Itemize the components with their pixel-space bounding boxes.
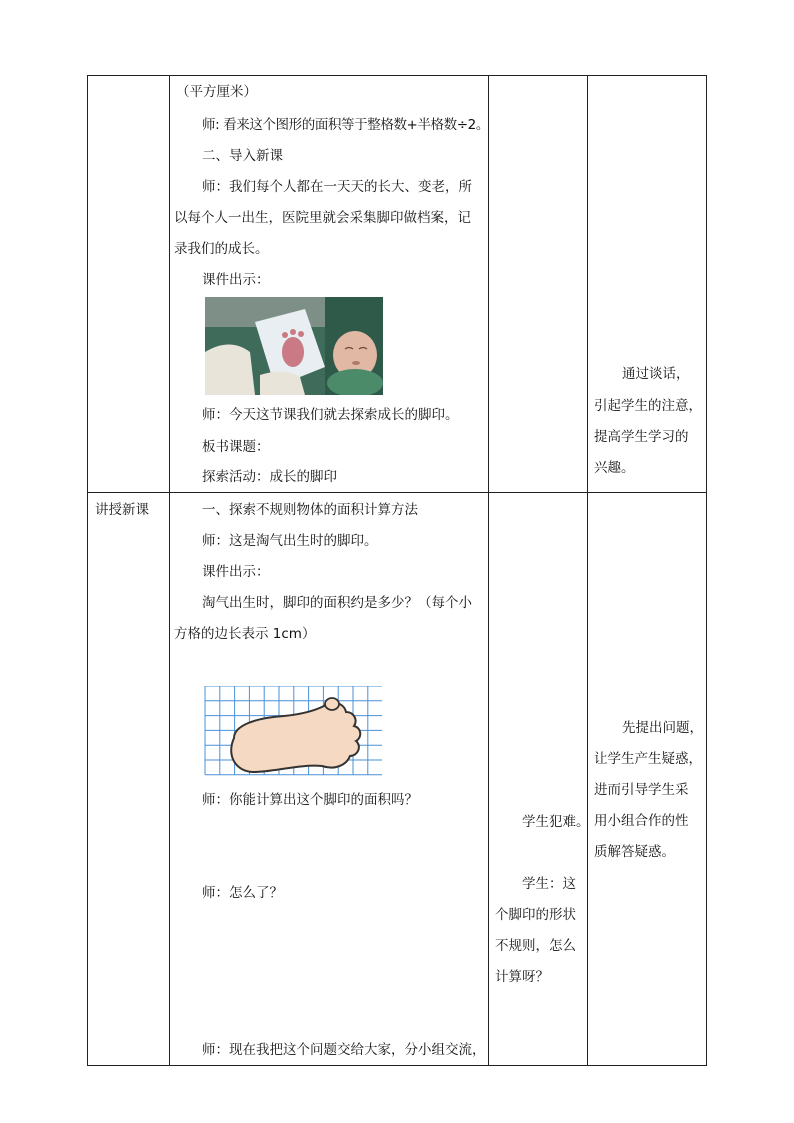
teaching-line: 师：今天这节课我们就去探索成长的脚印。: [202, 407, 459, 423]
teaching-line: 淘气出生时，脚印的面积约是多少？（每个小: [202, 595, 472, 611]
student-activity-line: 学生犯难。: [522, 814, 590, 830]
teaching-line: 师：我们每个人都在一天天的长大、变老，所: [202, 179, 472, 195]
design-intent-line: 提高学生学习的: [594, 429, 689, 445]
teaching-line: 板书课题：: [202, 439, 270, 455]
teaching-line: （平方厘米）: [176, 84, 257, 100]
design-intent-line: 兴趣。: [594, 460, 635, 476]
design-intent-line: 通过谈话，: [622, 366, 690, 382]
student-activity-line: 个脚印的形状: [495, 907, 576, 923]
newborn-footprint-photo: [205, 297, 383, 395]
design-intent-line: 引起学生的注意，: [594, 398, 702, 414]
student-activity-line: 学生：这: [522, 876, 576, 892]
teaching-line: 师：你能计算出这个脚印的面积吗？: [202, 792, 418, 808]
section-heading: 一、探索不规则物体的面积计算方法: [202, 502, 418, 518]
teaching-line: 以每个人一出生，医院里就会采集脚印做档案，记: [174, 210, 471, 226]
footprint-shape: [231, 703, 360, 772]
table-border-right: [706, 75, 707, 1066]
table-col-divider-3: [587, 75, 588, 1066]
design-intent-line: 用小组合作的性: [594, 813, 689, 829]
teaching-line: 师：怎么了？: [202, 885, 283, 901]
teaching-line: 课件出示：: [202, 564, 270, 580]
design-intent-line: 让学生产生疑惑，: [594, 751, 702, 767]
section-heading: 二、导入新课: [202, 148, 283, 164]
table-border-left: [87, 75, 88, 1066]
table-col-divider-2: [488, 75, 489, 1066]
table-border-bottom: [87, 1065, 707, 1066]
teaching-line: 课件出示：: [202, 272, 270, 288]
student-activity-line: 计算呀？: [495, 969, 549, 985]
table-border-top: [87, 75, 707, 76]
teaching-line: 录我们的成长。: [174, 241, 269, 257]
footprint-grid-figure: [204, 686, 382, 776]
design-intent-line: 进而引导学生采: [594, 782, 689, 798]
design-intent-line: 先提出问题，: [622, 720, 703, 736]
table-row-divider: [87, 492, 707, 493]
stage-label: 讲授新课: [95, 502, 149, 518]
teaching-line: 师: 看来这个图形的面积等于整格数+半格数÷2。: [202, 117, 489, 133]
teaching-line: 师：现在我把这个问题交给大家，分小组交流，: [202, 1042, 486, 1058]
student-activity-line: 不规则，怎么: [495, 938, 576, 954]
lesson-title: 探索活动：成长的脚印: [202, 469, 337, 485]
teaching-line: 方格的边长表示 1cm）: [174, 626, 316, 642]
design-intent-line: 质解答疑惑。: [594, 844, 675, 860]
table-col-divider-1: [169, 75, 170, 1066]
teaching-line: 师：这是淘气出生时的脚印。: [202, 533, 378, 549]
